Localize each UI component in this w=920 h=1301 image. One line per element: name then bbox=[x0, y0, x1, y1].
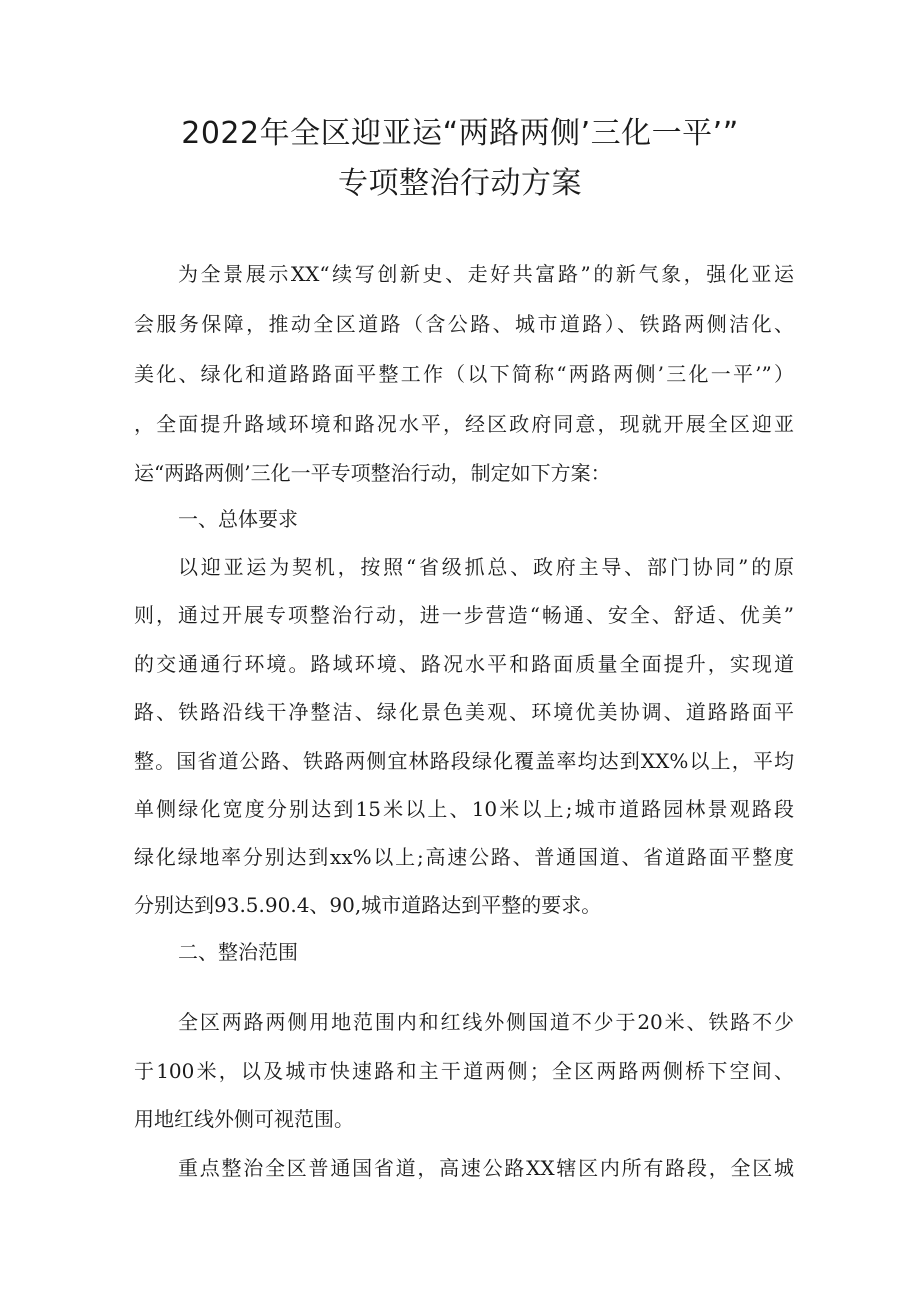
section-heading-scope: 二、整治范围 bbox=[178, 940, 298, 964]
requirements-line-3: 的交通通行环境。路域环境、路况水平和路面质量全面提升，实现道 bbox=[134, 652, 794, 676]
document-title-line-1: 2022年全区迎亚运“两路两侧’三化一平’” bbox=[181, 116, 739, 151]
requirements-line-4: 路、铁路沿线干净整洁、绿化景色美观、环境优美协调、道路路面平 bbox=[134, 700, 794, 724]
section-heading-general-requirements: 一、总体要求 bbox=[178, 507, 298, 531]
document-title-line-2: 专项整治行动方案 bbox=[338, 166, 582, 201]
scope-line-1: 全区两路两侧用地范围内和红线外侧国道不少于20米、铁路不少 bbox=[178, 1010, 794, 1034]
intro-line-3: 美化、绿化和道路路面平整工作（以下简称“两路两侧’三化一平’”） bbox=[134, 362, 794, 386]
intro-line-5: 运“两路两侧’三化一平专项整治行动，制定如下方案： bbox=[134, 461, 611, 485]
scope-line-2: 于100米，以及城市快速路和主干道两侧；全区两路两侧桥下空间、 bbox=[134, 1059, 794, 1083]
requirements-line-6: 单侧绿化宽度分别达到15米以上、10米以上;城市道路园林景观路段 bbox=[134, 797, 794, 821]
intro-line-1: 为全景展示XX“续写创新史、走好共富路”的新气象，强化亚运 bbox=[178, 262, 794, 286]
requirements-line-5: 整。国省道公路、铁路两侧宜林路段绿化覆盖率均达到XX%以上，平均 bbox=[134, 749, 794, 773]
requirements-line-2: 则，通过开展专项整治行动，进一步营造“畅通、安全、舒适、优美” bbox=[134, 603, 794, 627]
requirements-line-8: 分别达到93.5.90.4、90,城市道路达到平整的要求。 bbox=[134, 893, 602, 917]
requirements-line-7: 绿化绿地率分别达到xx%以上;高速公路、普通国道、省道路面平整度 bbox=[134, 845, 794, 869]
focus-line-1: 重点整治全区普通国省道，高速公路XX辖区内所有路段，全区城 bbox=[178, 1156, 794, 1180]
scope-line-3: 用地红线外侧可视范围。 bbox=[134, 1107, 354, 1131]
intro-line-4: ，全面提升路域环境和路况水平，经区政府同意，现就开展全区迎亚 bbox=[134, 412, 794, 436]
intro-line-2: 会服务保障，推动全区道路（含公路、城市道路）、铁路两侧洁化、 bbox=[134, 312, 794, 336]
requirements-line-1: 以迎亚运为契机，按照“省级抓总、政府主导、部门协同”的原 bbox=[178, 555, 794, 579]
